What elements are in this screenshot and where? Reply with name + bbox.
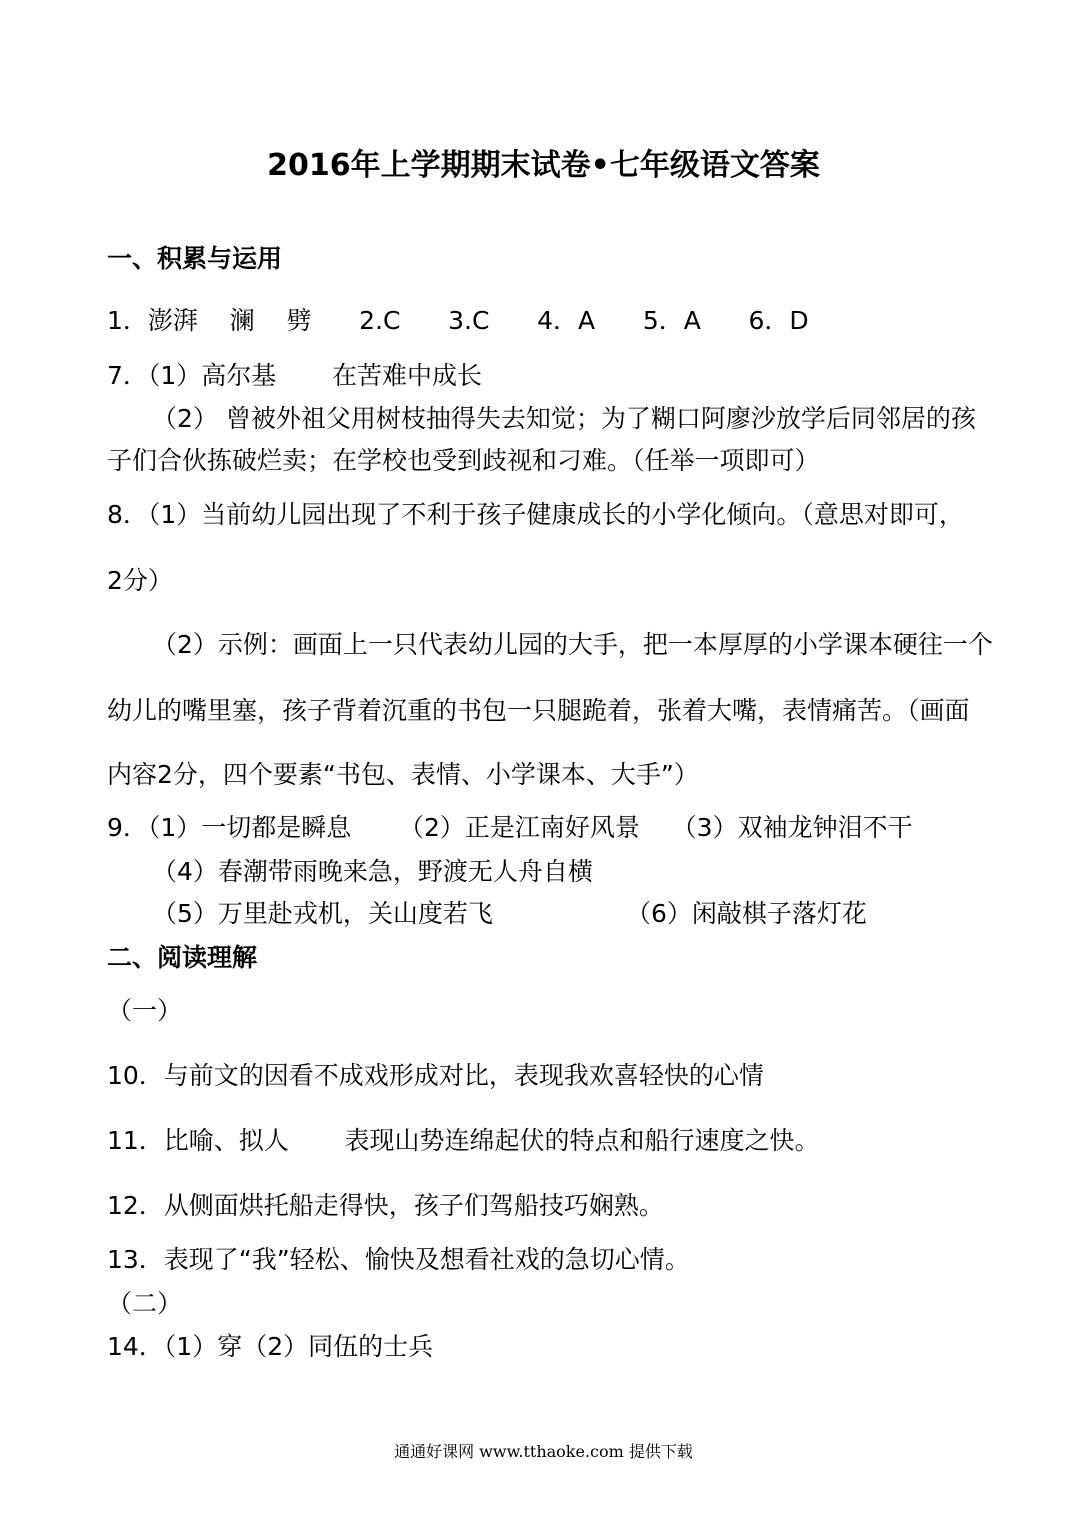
answer-8-1-cont: 2分） <box>107 566 173 595</box>
answer-10: 10．与前文的因看不成戏形成对比，表现我欢喜轻快的心情 <box>107 1061 764 1090</box>
answer-7-2: （2） 曾被外祖父用树枝抽得失去知觉；为了糊口阿廖沙放学后同邻居的孩 <box>152 404 976 433</box>
passage-2-heading: （二） <box>107 1289 183 1318</box>
section-heading-1: 一、积累与运用 <box>107 244 283 273</box>
answer-8-1: 8．（1）当前幼儿园出现了不利于孩子健康成长的小学化倾向。（意思对即可， <box>107 500 964 529</box>
answer-13: 13．表现了“我”轻松、愉快及想看社戏的急切心情。 <box>107 1245 690 1274</box>
answer-8-2-note: 内容2分，四个要素“书包、表情、小学课本、大手”） <box>107 760 699 789</box>
answer-7-1: 7．（1）高尔基 在苦难中成长 <box>107 361 482 390</box>
answer-9-4: （4）春潮带雨晚来急，野渡无人舟自横 <box>152 857 593 886</box>
answer-9-6: （6）闲敲棋子落灯花 <box>626 899 867 928</box>
answer-9-5: （5）万里赴戎机，关山度若飞 <box>152 899 493 928</box>
page-title: 2016年上学期期末试卷•七年级语文答案 <box>267 148 820 183</box>
answer-7-2-cont: 子们合伙拣破烂卖；在学校也受到歧视和刁难。（任举一项即可） <box>107 446 820 475</box>
answer-8-2: （2）示例：画面上一只代表幼儿园的大手，把一本厚厚的小学课本硬往一个 <box>152 630 993 659</box>
page-footer: 通通好课网 www.tthaoke.com 提供下载 <box>394 1442 693 1461</box>
answer-11: 11．比喻、拟人 表现山势连绵起伏的特点和船行速度之快。 <box>107 1126 820 1155</box>
answer-9-1-3: 9．（1）一切都是瞬息 （2）正是江南好风景 （3）双袖龙钟泪不干 <box>107 813 913 842</box>
section-heading-2: 二、阅读理解 <box>107 943 258 972</box>
answer-14: 14．（1）穿（2）同伍的士兵 <box>107 1332 434 1361</box>
answer-1-6: 1．澎湃 澜 劈 2.C 3.C 4．A 5．A 6．D <box>107 306 809 335</box>
passage-1-heading: （一） <box>107 996 183 1025</box>
answer-8-2-cont: 幼儿的嘴里塞，孩子背着沉重的书包一只腿跪着，张着大嘴，表情痛苦。（画面 <box>107 696 970 725</box>
answer-12: 12．从侧面烘托船走得快，孩子们驾船技巧娴熟。 <box>107 1191 664 1220</box>
